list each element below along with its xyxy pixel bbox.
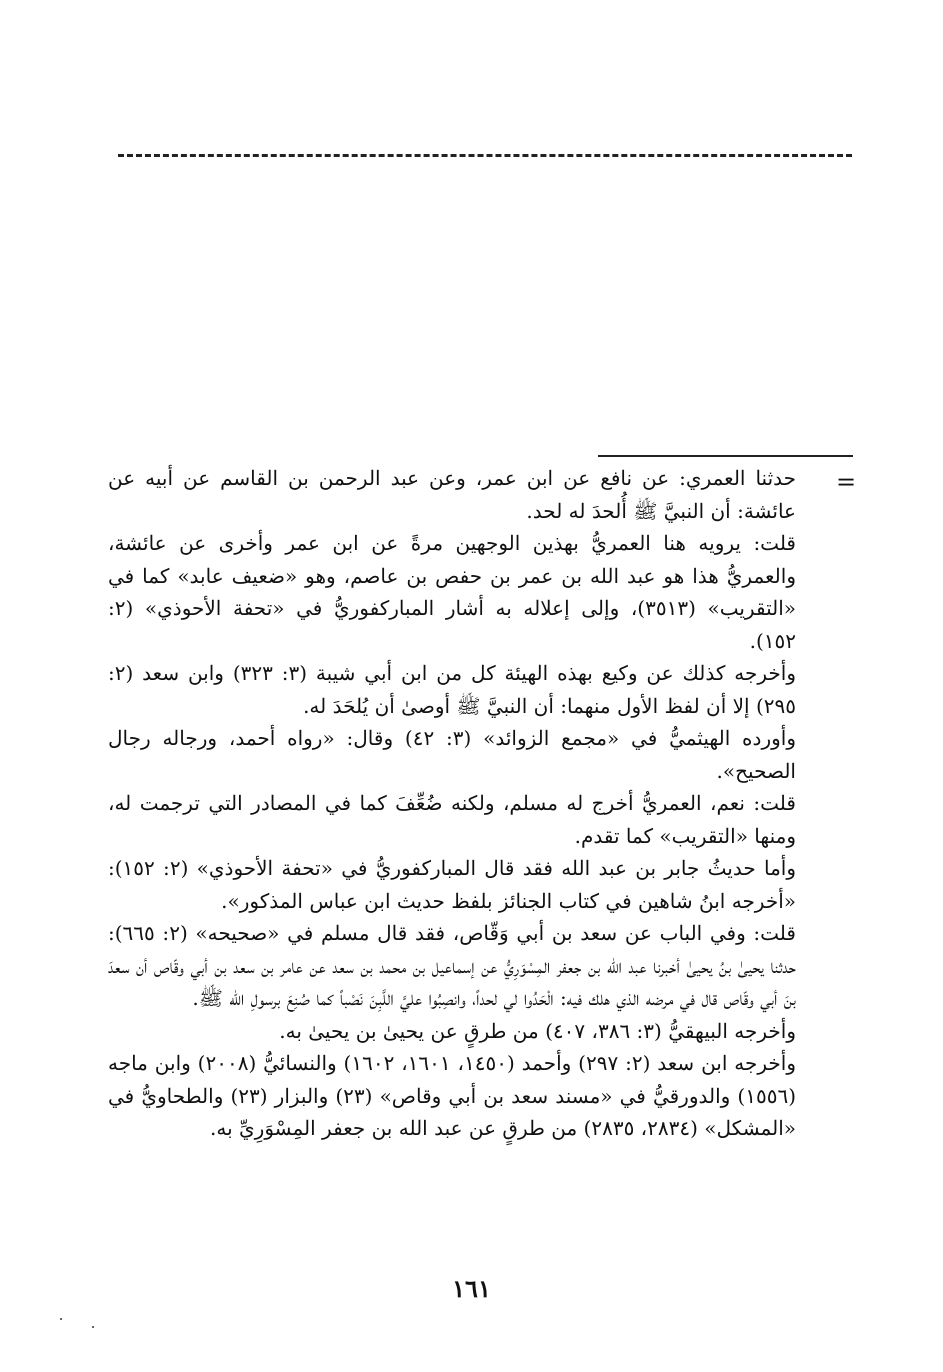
footnote-paragraph: حدثنا العمري: عن نافع عن ابن عمر، وعن عبد الرحمن بن القاسم عن أبيه عن عائشة: أن النبيَّ ﷺ أُلحدَ له لحد. xyxy=(108,466,796,523)
scan-speck xyxy=(60,1318,62,1320)
footnote-paragraph: وأخرجه البيهقيُّ (٣: ٣٨٦، ٤٠٧) من طرقٍ عن يحيىٰ بن يحيىٰ به. xyxy=(279,1018,796,1043)
footnote-continuation-mark: = xyxy=(836,468,857,496)
footnote-paragraph: وأخرجه ابن سعد (٢: ٢٩٧) وأحمد (١٤٥٠، ١٦٠١، ١٦٠٢) والنسائيُّ (٢٠٠٨) وابن ماجه (١٥٥٦) والدورقيُّ في «مسند سعد بن أبي وقاص» (٢٣) والبزار (٢٣) والطحاويُّ في «المشكل» (٢٨٣٤، ٢٨٣٥) من طرقٍ عن عبد الله بن جعفر المِسْوَرِيِّ به. xyxy=(108,1051,797,1140)
footnote-paragraph: وأخرجه كذلك عن وكيع بهذه الهيئة كل من ابن أبي شيبة (٣: ٣٢٣) وابن سعد (٢: ٢٩٥) إلا أن لفظ الأول منهما: أن النبيَّ ﷺ أوصىٰ أن يُلحَدَ له. xyxy=(108,661,796,718)
footnote-paragraph: قلت: وفي الباب عن سعد بن أبي وَقّاص، فقد قال مسلم في «صحيحه» (٢: ٦٦٥): حدثنا يحيىٰ بنُ يحيىٰ أخبرنا عبد الله بن جعفر المِسْوَرِيُّ عن إسماعيل بن محمد بن سعد عن عامر بن سعد بن أبي وقّاص أن سعدَ بنَ أبي وقّاص قال في مرضه الذي هلك فيه: الْحَدُوا لي لحداً، وانصِبُوا عليَّ اللَّبِنَ نَصْباً كما صُنِعَ برسولِ الله ﷺ. xyxy=(108,921,796,1010)
page-number: ١٦١ xyxy=(452,1274,491,1303)
footnote-paragraph: قلت: نعم، العمريُّ أخرج له مسلم، ولكنه ضُعِّفَ كما في المصادر التي ترجمت له، ومنها «التقريب» كما تقدم. xyxy=(108,791,796,848)
footnote-paragraph: وأورده الهيثميُّ في «مجمع الزوائد» (٣: ٤٢) وقال: «رواه أحمد، ورجاله رجال الصحيح». xyxy=(108,726,796,783)
footnote-separator xyxy=(598,455,853,457)
footnote-paragraph: وأما حديثُ جابر بن عبد الله فقد قال المباركفوريُّ في «تحفة الأحوذي» (٢: ١٥٢): «أخرجه ابنُ شاهين في كتاب الجنائز بلفظ حديث ابن عباس المذكور». xyxy=(108,856,796,913)
footnote-paragraph: قلت: يرويه هنا العمريُّ بهذين الوجهين مرةً عن ابن عمر وأخرى عن عائشة، والعمريُّ هذا هو عبد الله بن عمر بن حفص بن عاصم، وهو «ضعيف عابد» كما في «التقريب» (٣٥١٣)، وإلى إعلاله به أشار المباركفوريُّ في «تحفة الأحوذي» (٢: ١٥٢). xyxy=(108,531,797,653)
header-dashed-separator xyxy=(118,154,852,157)
footnote-text xyxy=(108,462,796,1145)
scan-speck xyxy=(92,1326,94,1328)
